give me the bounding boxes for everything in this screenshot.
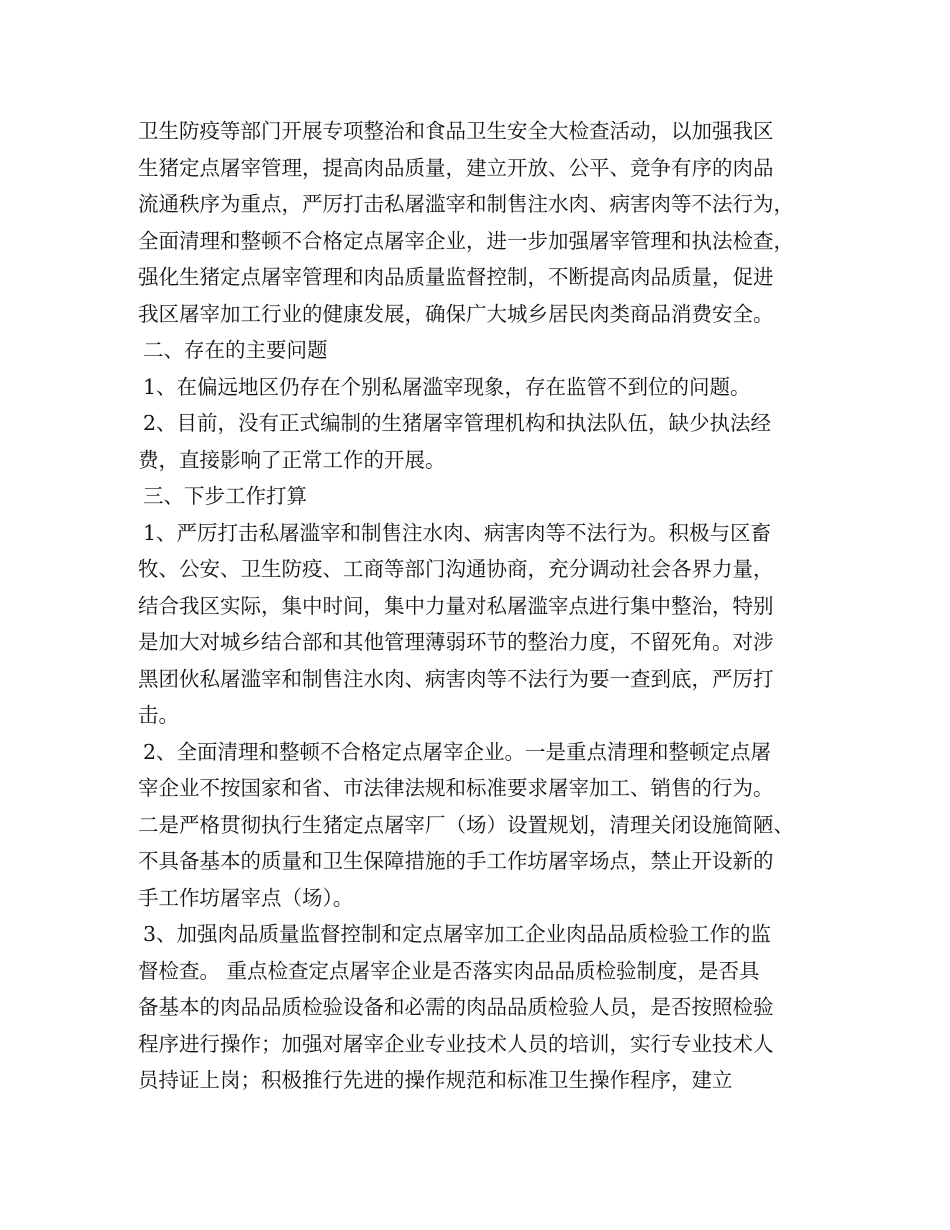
text-line: 手工作坊屠宰点（场）。 bbox=[138, 885, 354, 910]
text-line: 3、加强肉品质量监督控制和定点屠宰加工企业肉品品质检验工作的监 bbox=[143, 922, 772, 946]
text-line: 不具备基本的质量和卫生保障措施的手工作坊屠宰场点，禁止开设新的 bbox=[138, 849, 774, 873]
document-body bbox=[138, 113, 828, 1099]
paragraph-plan-3 bbox=[138, 916, 828, 1099]
paragraph-problem-1 bbox=[138, 369, 828, 406]
text-line: 我区屠宰加工行业的健康发展，确保广大城乡居民肉类商品消费安全。 bbox=[138, 301, 774, 326]
section-heading-problems bbox=[138, 332, 828, 369]
text-line: 宰企业不按国家和省、市法律法规和标准要求屠宰加工、销售的行为。 bbox=[138, 776, 774, 800]
text-line: 2、目前，没有正式编制的生猪屠宰管理机构和执法队伍，缺少执法经 bbox=[143, 411, 772, 435]
text-line: 生猪定点屠宰管理，提高肉品质量，建立开放、公平、竞争有序的肉品 bbox=[138, 155, 774, 180]
text-line: 结合我区实际，集中时间，集中力量对私屠滥宰点进行集中整治，特别 bbox=[138, 593, 774, 618]
text-line: 督检查。 重点检查定点屠宰企业是否落实肉品品质检验制度，是否具 bbox=[138, 958, 760, 983]
text-line: 流通秩序为重点，严厉打击私屠滥宰和制售注水肉、病害肉等不法行为， bbox=[138, 192, 794, 216]
section-heading-next-steps bbox=[138, 478, 828, 515]
paragraph-problem-2 bbox=[138, 405, 828, 478]
text-line: 击。 bbox=[138, 703, 179, 727]
text-line: 1、在偏远地区仍存在个别私屠滥宰现象，存在监管不到位的问题。 bbox=[143, 374, 751, 399]
heading-line: 二、存在的主要问题 bbox=[143, 338, 328, 362]
text-line: 牧、公安、卫生防疫、工商等部门沟通协商，充分调动社会各界力量， bbox=[138, 557, 774, 581]
text-line: 2、全面清理和整顿不合格定点屠宰企业。一是重点清理和整顿定点屠 bbox=[143, 739, 772, 764]
text-line: 备基本的肉品品质检验设备和必需的肉品品质检验人员，是否按照检验 bbox=[138, 995, 774, 1019]
text-line: 费，直接影响了正常工作的开展。 bbox=[138, 447, 446, 472]
text-line: 卫生防疫等部门开展专项整治和食品卫生安全大检查活动，以加强我区 bbox=[138, 119, 774, 143]
text-line: 二是严格贯彻执行生猪定点屠宰厂（场）设置规划，清理关闭设施简陋、 bbox=[138, 812, 794, 837]
text-line: 黑团伙私屠滥宰和制售注水肉、病害肉等不法行为要一查到底，严厉打 bbox=[138, 666, 774, 691]
text-line: 全面清理和整顿不合格定点屠宰企业，进一步加强屠宰管理和执法检查， bbox=[138, 228, 794, 253]
text-line: 1、严厉打击私屠滥宰和制售注水肉、病害肉等不法行为。积极与区畜 bbox=[143, 520, 772, 545]
paragraph-plan-2 bbox=[138, 734, 828, 917]
text-line: 程序进行操作；加强对屠宰企业专业技术人员的培训，实行专业技术人 bbox=[138, 1031, 774, 1056]
heading-line: 三、下步工作打算 bbox=[143, 484, 307, 508]
text-line: 是加大对城乡结合部和其他管理薄弱环节的整治力度，不留死角。对涉 bbox=[138, 630, 774, 654]
paragraph-intro-continuation bbox=[138, 113, 828, 332]
paragraph-plan-1 bbox=[138, 515, 828, 734]
text-line: 员持证上岗；积极推行先进的操作规范和标准卫生操作程序，建立 bbox=[138, 1068, 733, 1092]
text-line: 强化生猪定点屠宰管理和肉品质量监督控制，不断提高肉品质量，促进 bbox=[138, 265, 774, 289]
